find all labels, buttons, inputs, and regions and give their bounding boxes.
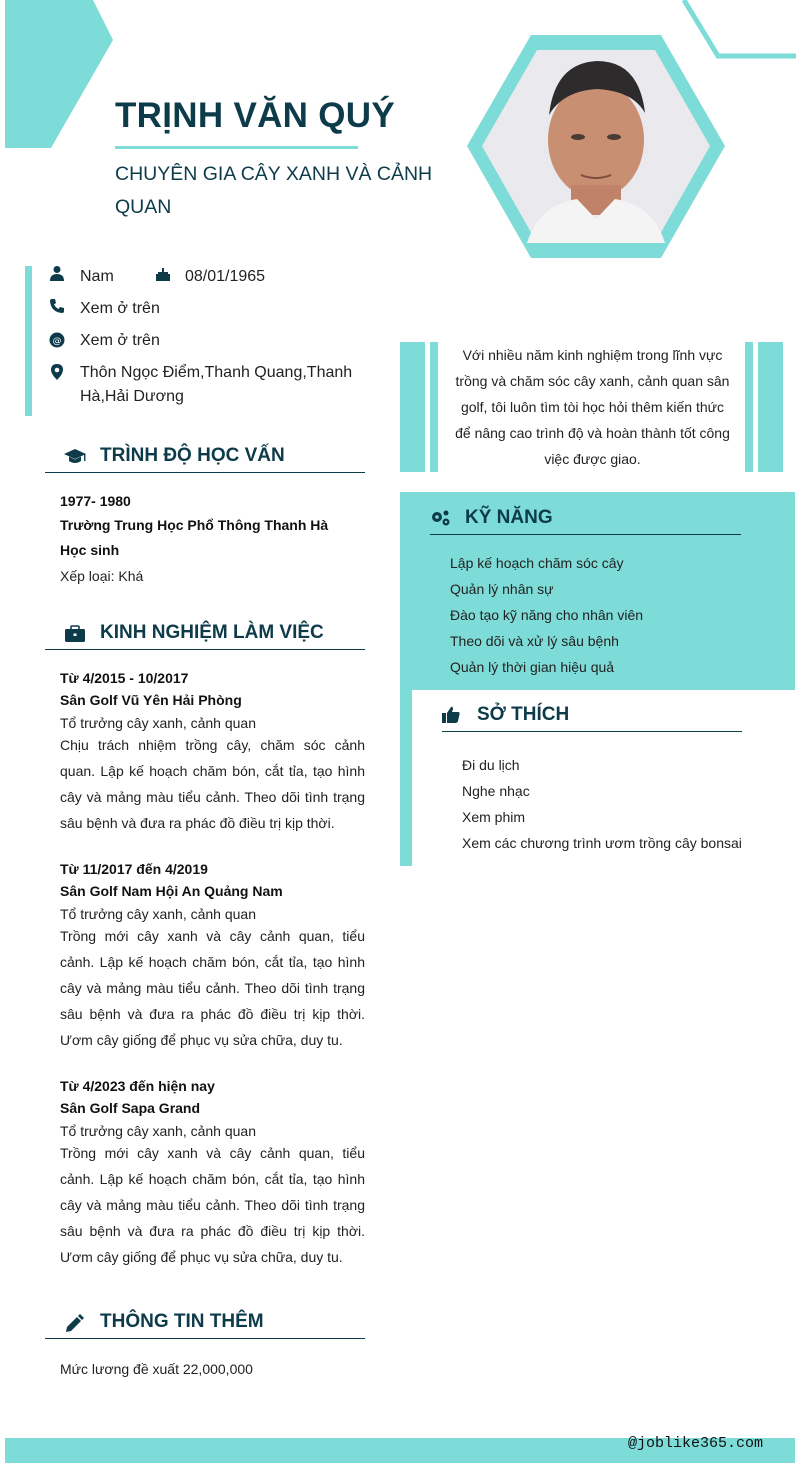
experience-description: Chịu trách nhiệm trồng cây, chăm sóc cảnh quan. Lập kế hoạch chăm bón, cắt tỉa, tạo hình cây và mảng màu tiểu cảnh. Theo dõi tình trạng sâu bệnh và đưa ra phác đồ điều trị kịp thời. <box>60 737 365 831</box>
experience-period: Từ 4/2015 - 10/2017 <box>60 670 189 686</box>
hobby-item: Nghe nhạc <box>462 783 530 799</box>
header-corner-shape <box>5 0 113 148</box>
section-divider <box>442 731 742 732</box>
location-pin-icon <box>49 364 65 380</box>
gender-value: Nam <box>80 268 114 285</box>
svg-text:@: @ <box>52 336 62 347</box>
email-value: Xem ở trên <box>80 332 160 349</box>
education-period: 1977- 1980 <box>60 493 131 509</box>
birthdate-value: 08/01/1965 <box>185 268 266 285</box>
experience-description: Trồng mới cây xanh và cây cảnh quan, tiểu cảnh. Lập kế hoạch chăm bón, cắt tỉa, tạo hình cây và mảng màu tiểu cảnh. Theo dõi tình trạng sâu bệnh và đưa ra phác đồ điều trị kịp thời. Ươm cây giống để phục vụ sửa chữa, duy tu. <box>60 928 365 1048</box>
hobbies-heading: SỞ THÍCH <box>477 704 570 725</box>
experience-company: Sân Golf Vũ Yên Hải Phòng <box>60 692 242 708</box>
summary-accent-bar <box>400 342 425 472</box>
experience-period: Từ 11/2017 đến 4/2019 <box>60 861 208 877</box>
phone-icon <box>49 298 65 314</box>
section-divider <box>45 472 365 473</box>
pencil-icon <box>64 1314 86 1332</box>
hobby-item: Xem phim <box>462 809 526 825</box>
skill-item: Theo dõi và xử lý sâu bệnh <box>450 633 619 649</box>
education-grade: Xếp loại: Khá <box>60 568 144 584</box>
section-divider <box>45 649 365 650</box>
experience-description: Trồng mới cây xanh và cây cảnh quan, tiểu cảnh. Lập kế hoạch chăm bón, cắt tỉa, tạo hình cây và mảng màu tiểu cảnh. Theo dõi tình trạng sâu bệnh và đưa ra phác đồ điều trị kịp thời. Ươm cây giống để phục vụ sửa chữa, duy tu. <box>60 1145 365 1265</box>
phone-value: Xem ở trên <box>80 300 160 317</box>
skill-item: Quản lý thời gian hiệu quả <box>450 659 615 675</box>
contact-accent-bar <box>25 266 32 416</box>
footer-watermark: @joblike365.com <box>627 1435 763 1452</box>
graduation-cap-icon <box>64 448 86 466</box>
experience-entry <box>60 861 365 1053</box>
skill-item: Lập kế hoạch chăm sóc cây <box>450 555 624 571</box>
name-underline <box>115 146 358 149</box>
experience-position: Tổ trưởng cây xanh, cảnh quan <box>60 906 256 922</box>
summary-accent-bar <box>430 342 438 472</box>
expected-salary: Mức lương đề xuất 22,000,000 <box>60 1361 253 1377</box>
skill-item: Đào tạo kỹ năng cho nhân viên <box>450 607 644 623</box>
candidate-name: TRỊNH VĂN QUÝ <box>115 96 396 135</box>
education-heading: TRÌNH ĐỘ HỌC VẤN <box>100 445 285 466</box>
candidate-title: CHUYÊN GIA CÂY XANH VÀ CẢNH QUAN <box>115 163 433 218</box>
experience-company: Sân Golf Sapa Grand <box>60 1100 201 1116</box>
section-divider <box>45 1338 365 1339</box>
address-value: Thôn Ngọc Điểm,Thanh Quang,Thanh Hà,Hải Dương <box>80 364 353 405</box>
summary-accent-bar <box>745 342 753 472</box>
user-icon <box>49 265 65 281</box>
profile-photo <box>467 35 725 258</box>
experience-entry <box>60 1078 365 1270</box>
experience-position: Tổ trưởng cây xanh, cảnh quan <box>60 1123 256 1139</box>
experience-position: Tổ trưởng cây xanh, cảnh quan <box>60 715 256 731</box>
birthday-cake-icon <box>155 266 171 282</box>
career-summary: Với nhiều năm kinh nghiệm trong lĩnh vực trồng và chăm sóc cây xanh, cảnh quan sân golf, tôi luôn tìm tòi học hỏi thêm kiến thức để nâng cao trình độ và hoàn thành tốt công việc được giao. <box>455 347 730 467</box>
email-icon <box>49 332 65 348</box>
skill-item: Quản lý nhân sự <box>450 581 554 597</box>
summary-accent-bar <box>758 342 783 472</box>
briefcase-icon <box>64 625 86 643</box>
education-role: Học sinh <box>60 542 120 558</box>
hobby-item: Đi du lịch <box>462 757 520 773</box>
experience-company: Sân Golf Nam Hội An Quảng Nam <box>60 883 283 899</box>
experience-heading: KINH NGHIỆM LÀM VIỆC <box>100 622 324 643</box>
section-divider <box>430 534 741 535</box>
gears-icon <box>430 509 452 527</box>
thumbs-up-icon <box>441 706 463 724</box>
hobby-item: Xem các chương trình ươm trồng cây bonsai <box>462 835 742 851</box>
education-school: Trường Trung Học Phổ Thông Thanh Hà <box>60 517 329 533</box>
experience-period: Từ 4/2023 đến hiện nay <box>60 1078 215 1094</box>
experience-entry <box>60 670 365 836</box>
hobbies-accent-bar <box>400 690 412 866</box>
skills-heading: KỸ NĂNG <box>465 507 553 528</box>
extra-info-heading: THÔNG TIN THÊM <box>100 1311 264 1332</box>
